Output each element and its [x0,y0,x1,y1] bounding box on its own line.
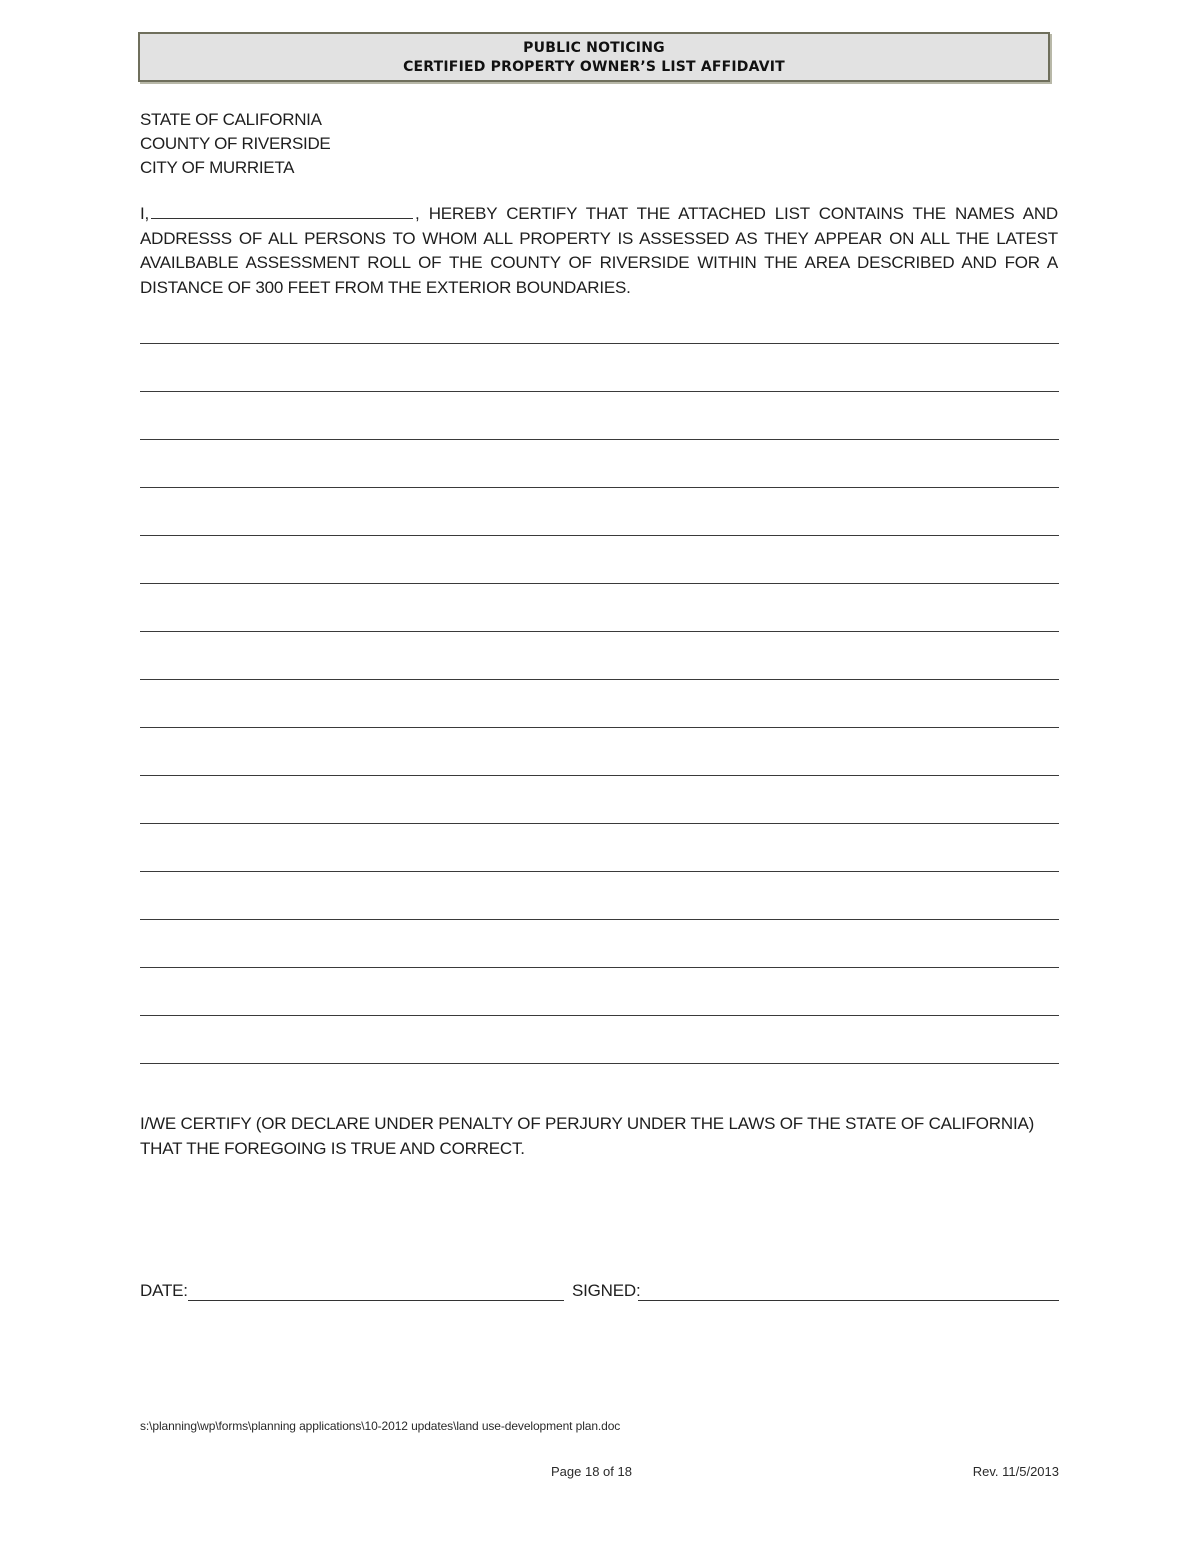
property-owner-list-lines [140,343,1059,1111]
form-title-box [138,32,1050,82]
page-number: Page 18 of 18 [551,1464,632,1479]
certification-text: , HEREBY CERTIFY THAT THE ATTACHED LIST CONTAINS THE NAMES AND ADDRESSS OF ALL PERSONS TO WHOM ALL PROPERTY IS ASSESSED AS THEY APPEAR ON ALL THE LATEST AVAILBABLE ASSESSMENT ROLL OF THE COUNTY OF RIVERSIDE WITHIN THE AREA DESCRIBED AND FOR A DISTANCE OF 300 FEET FROM THE EXTERIOR BOUNDARIES. [140,204,1058,297]
form-title-line-1: PUBLIC NOTICING [523,40,665,56]
list-entry-line[interactable] [140,919,1059,966]
certification-prefix: I, [140,204,150,223]
list-entry-line[interactable] [140,343,1059,390]
file-path: s:\planning\wp\forms\planning applications\10-2012 updates\land use-development plan.doc [140,1419,621,1433]
declaration-paragraph: I/WE CERTIFY (OR DECLARE UNDER PENALTY OF PERJURY UNDER THE LAWS OF THE STATE OF CALIFORNIA) THAT THE FOREGOING IS TRUE AND CORRECT. [140,1114,1035,1158]
list-entry-line[interactable] [140,1063,1059,1110]
list-entry-line[interactable] [140,967,1059,1014]
list-entry-line[interactable] [140,1015,1059,1062]
jurisdiction-block [140,108,330,180]
county-line: COUNTY OF RIVERSIDE [140,134,331,153]
signature-field[interactable] [638,1300,1059,1301]
list-entry-line[interactable] [140,487,1059,534]
list-entry-line[interactable] [140,775,1059,822]
signed-label: SIGNED: [572,1281,641,1300]
list-entry-line[interactable] [140,535,1059,582]
list-entry-line[interactable] [140,391,1059,438]
list-entry-line[interactable] [140,439,1059,486]
signature-row [140,1281,1059,1305]
certifier-name-field[interactable] [151,203,413,219]
list-entry-line[interactable] [140,583,1059,630]
date-field[interactable] [188,1300,564,1301]
list-entry-line[interactable] [140,871,1059,918]
form-title-line-2: CERTIFIED PROPERTY OWNER’S LIST AFFIDAVIT [403,59,785,75]
city-line: CITY OF MURRIETA [140,158,295,177]
list-entry-line[interactable] [140,631,1059,678]
list-entry-line[interactable] [140,727,1059,774]
state-line: STATE OF CALIFORNIA [140,110,322,129]
revision-date: Rev. 11/5/2013 [972,1464,1059,1479]
list-entry-line[interactable] [140,823,1059,870]
list-entry-line[interactable] [140,679,1059,726]
certification-paragraph [140,202,1058,300]
date-label: DATE: [140,1281,188,1300]
